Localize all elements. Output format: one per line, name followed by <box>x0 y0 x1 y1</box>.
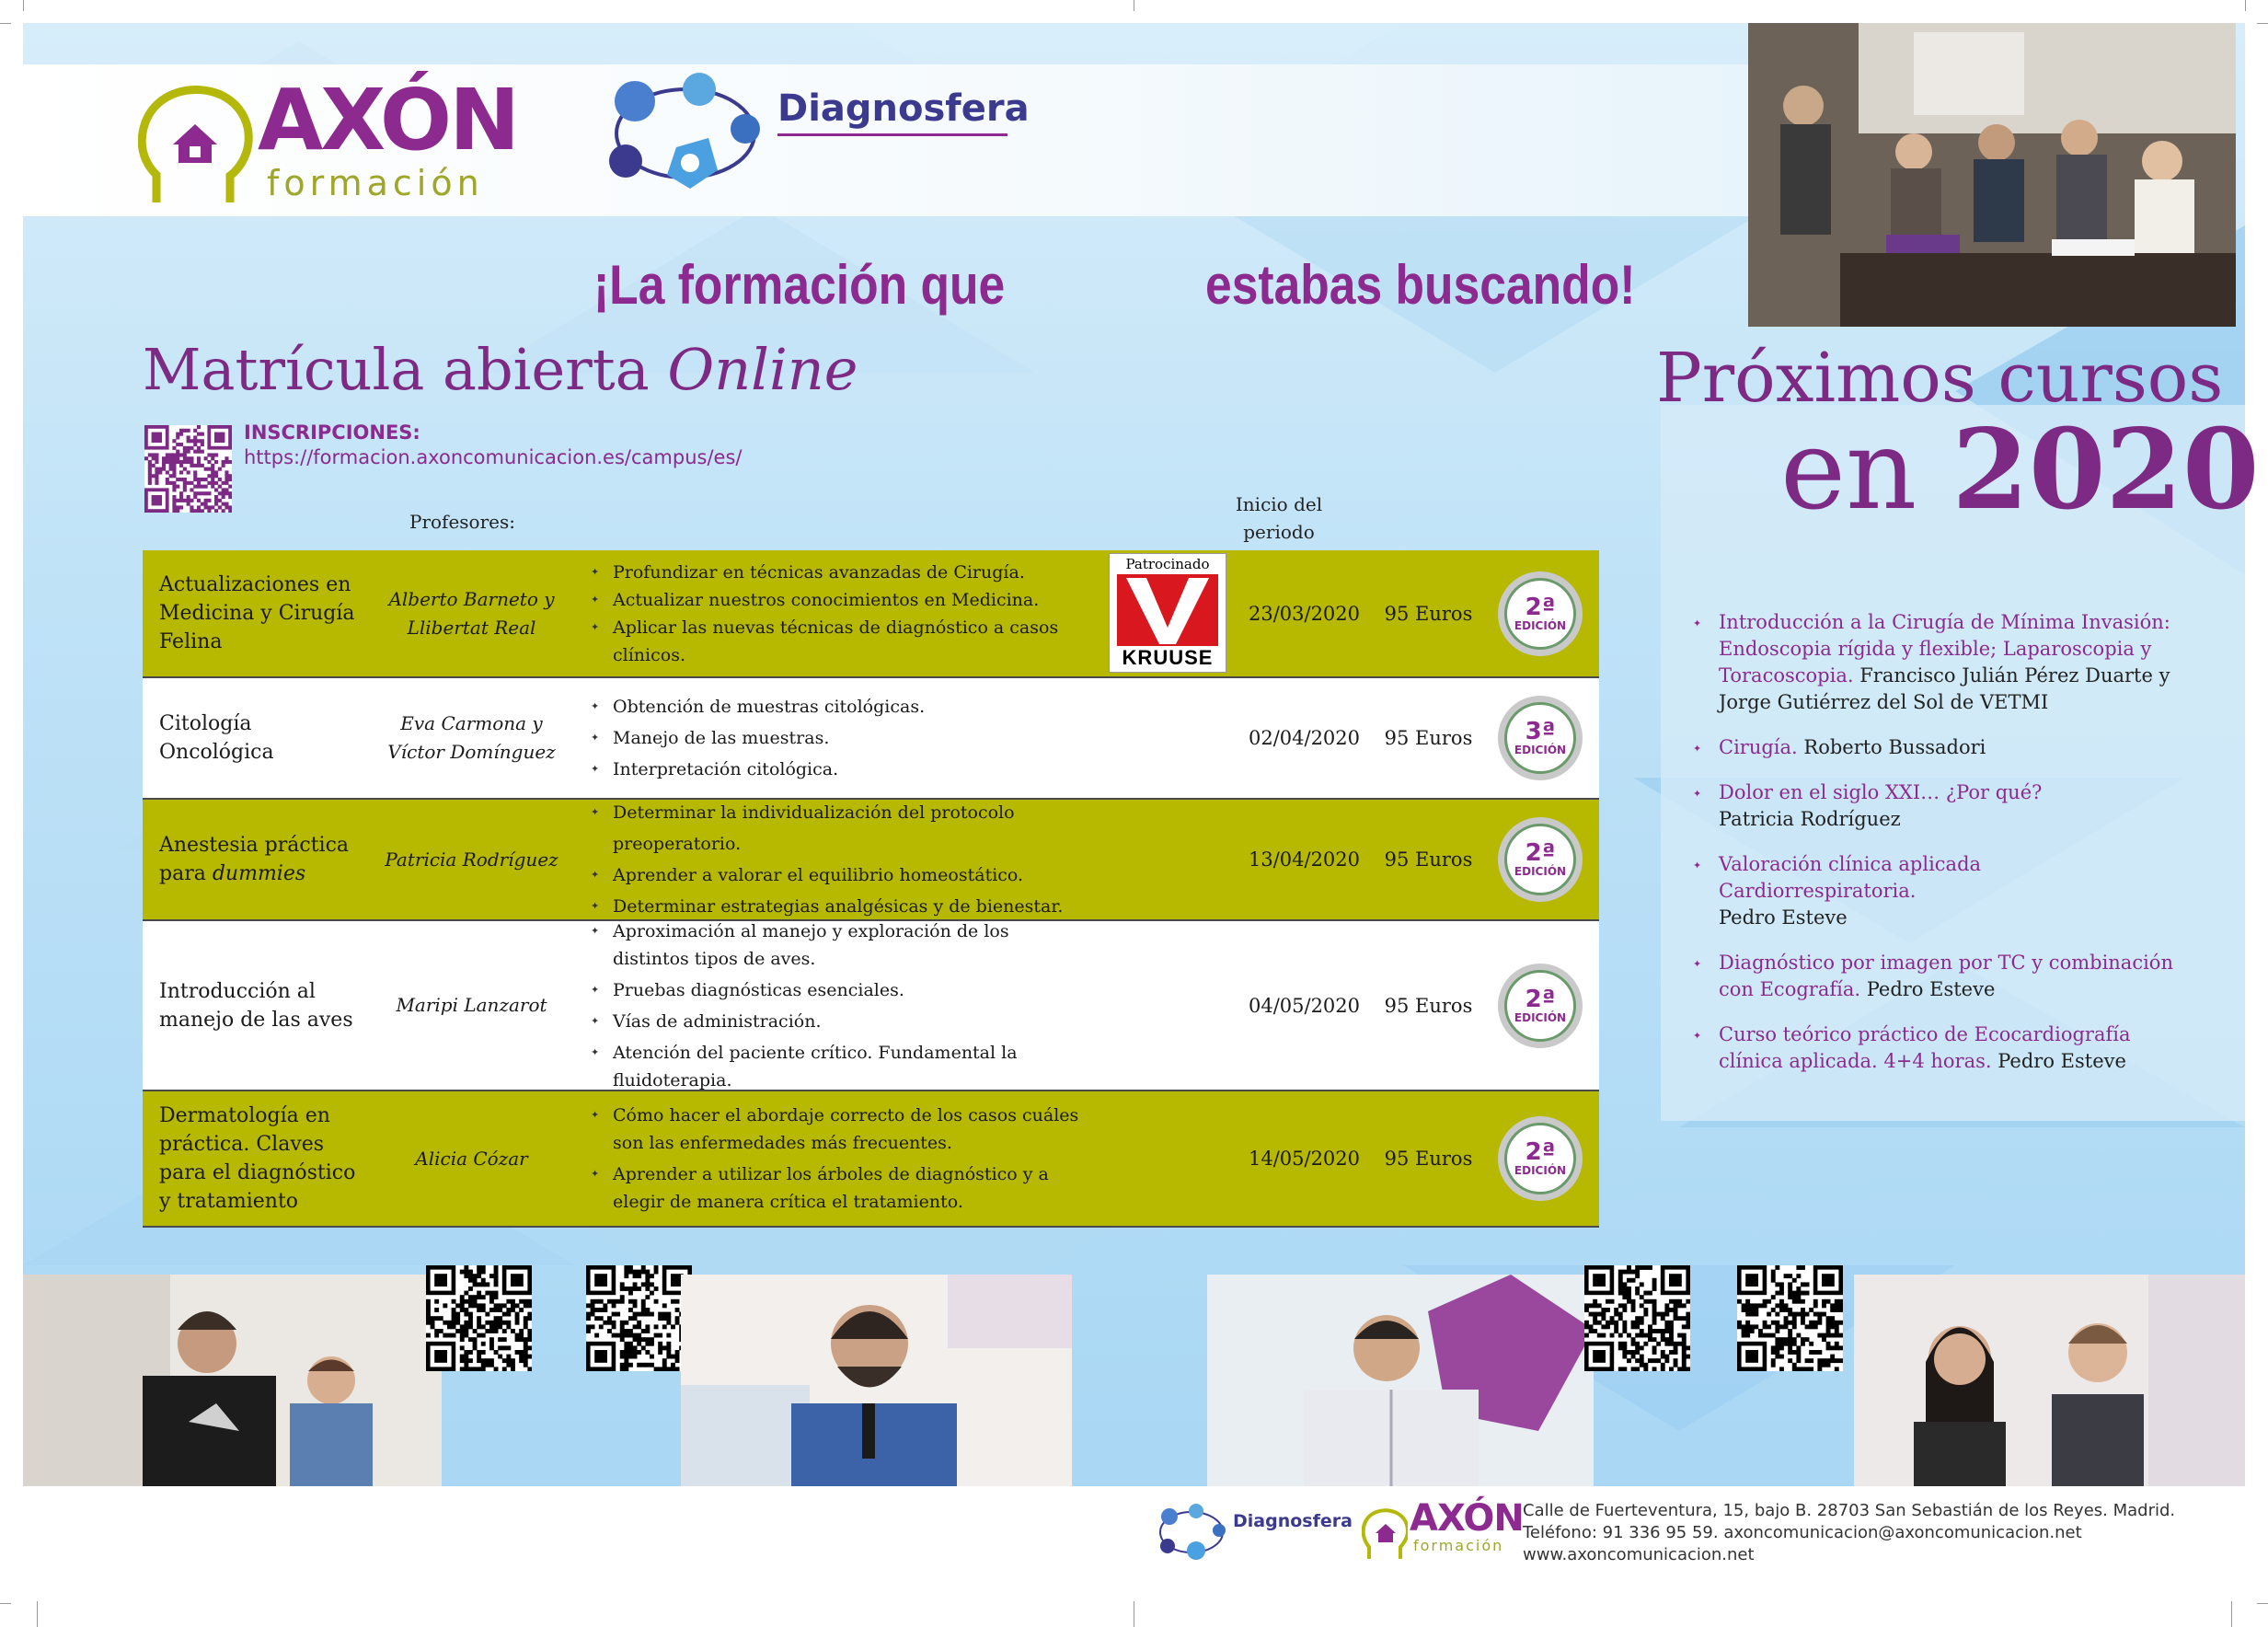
course-professors: Eva Carmona y Víctor Domínguez <box>387 712 556 763</box>
sponsor-brand: KRUUSE <box>1122 646 1214 669</box>
course-professors: Patricia Rodríguez <box>385 848 558 871</box>
crop-mark <box>0 23 11 24</box>
crop-mark <box>23 0 24 11</box>
objective-item: ✦ Manejo de las muestras. <box>589 722 1095 754</box>
course-objectives <box>580 559 1095 669</box>
qr-code-icon <box>144 425 232 513</box>
objective-item: ✦ Vías de administración. <box>589 1008 1095 1035</box>
video-still-3[interactable] <box>1207 1275 1594 1486</box>
upcoming-courses-list <box>1693 609 2181 1093</box>
objective-item: ✦ Profundizar en técnicas avanzadas de Cirugía. <box>589 559 1095 586</box>
start-date-header-line1: Inicio del periodo <box>1235 493 1323 543</box>
crop-mark <box>37 1601 38 1627</box>
classroom-photo <box>1748 23 2236 327</box>
upcoming-item: ✦ Cirugía. Roberto Bussadori <box>1693 734 2181 761</box>
crop-mark <box>2257 23 2268 24</box>
enrollment-title <box>143 336 858 403</box>
video-qr-code-3[interactable] <box>1584 1265 1690 1371</box>
edition-badge <box>1481 964 1599 1048</box>
video-still-4[interactable] <box>1854 1275 2245 1486</box>
objective-item: ✦ Aplicar las nuevas técnicas de diagnóstico a casos clínicos. <box>589 614 1095 669</box>
qr-code-icon <box>586 1265 692 1371</box>
objective-item: ✦ Pruebas diagnósticas esenciales. <box>589 976 1095 1004</box>
video-still-1-illustration <box>23 1275 442 1486</box>
diagnosfera-logo <box>598 69 1030 198</box>
course-row <box>143 550 1599 678</box>
crop-mark <box>0 1603 11 1604</box>
objective-item: ✦ Atención del paciente crítico. Fundamental la fluidoterapia. <box>589 1039 1095 1094</box>
video-qr-code-2[interactable] <box>586 1265 692 1371</box>
qr-code-icon <box>1737 1265 1843 1371</box>
axon-wordmark: AXÓN <box>258 71 518 169</box>
axon-head-icon <box>138 78 258 207</box>
slogan-part2: estabas buscando! <box>1205 254 1636 316</box>
qr-code-icon <box>426 1265 532 1371</box>
diagnosfera-network-icon <box>598 69 773 198</box>
diagnosfera-wordmark: Diagnosfera <box>777 87 1030 130</box>
diagnosfera-network-icon <box>1155 1500 1228 1564</box>
footer-address: Calle de Fuerteventura, 15, bajo B. 28703 San Sebastián de los Reyes. Madrid. <box>1523 1501 2176 1520</box>
enrollment-title-italic: Online <box>667 336 858 403</box>
crop-mark <box>2245 0 2246 11</box>
sponsor-cell <box>1095 550 1233 676</box>
enrollment-qr-code[interactable] <box>144 425 232 513</box>
crop-mark <box>2257 1603 2268 1604</box>
enrollment-label: INSCRIPCIONES: <box>244 421 420 444</box>
course-objectives <box>580 1102 1095 1216</box>
footer-axon-wordmark: AXÓN <box>1410 1497 1524 1540</box>
video-still-3-illustration <box>1207 1275 1594 1486</box>
edition-badge <box>1481 1116 1599 1201</box>
course-name: Anestesia práctica para dummies <box>159 834 350 885</box>
course-start-date: 23/03/2020 <box>1248 602 1361 625</box>
footer-web-link[interactable]: www.axoncomunicacion.net <box>1523 1545 1755 1564</box>
course-name: Actualizaciones en Medicina y Cirugía Felina <box>159 573 355 653</box>
course-row <box>143 800 1599 921</box>
upcoming-item: ✦ Diagnóstico por imagen por TC y combinación con Ecografía. Pedro Esteve <box>1693 950 2181 1003</box>
axon-subtitle: formación <box>267 163 484 203</box>
course-name: Introducción al manejo de las aves <box>159 979 353 1032</box>
course-start-date: 02/04/2020 <box>1248 727 1361 749</box>
course-start-date: 14/05/2020 <box>1248 1148 1361 1170</box>
course-objectives <box>580 917 1095 1094</box>
video-still-2[interactable] <box>681 1275 1072 1486</box>
slogan-part1: ¡La formación que <box>593 254 1006 316</box>
objective-item: ✦ Obtención de muestras citológicas. <box>589 691 1095 722</box>
sponsor-label: Patrocinado <box>1125 556 1210 572</box>
footer-diagnosfera-logo <box>1155 1500 1353 1564</box>
axon-logo <box>138 71 518 207</box>
edition-badge <box>1481 696 1599 780</box>
course-start-date: 13/04/2020 <box>1248 848 1361 871</box>
edition-badge <box>1481 817 1599 902</box>
video-qr-code-4[interactable] <box>1737 1265 1843 1371</box>
edition-badge <box>1481 571 1599 656</box>
upcoming-year-title <box>1780 405 2259 535</box>
upcoming-en: en <box>1780 407 1952 535</box>
video-still-2-illustration <box>681 1275 1072 1486</box>
classroom-photo-illustration <box>1748 23 2236 327</box>
objective-item: ✦ Actualizar nuestros conocimientos en Medicina. <box>589 586 1095 614</box>
diagnosfera-underline <box>777 133 1007 136</box>
course-row <box>143 678 1599 800</box>
objective-item: ✦ Aprender a utilizar los árboles de diagnóstico y a elegir de manera crítica el tratamiento. <box>589 1160 1095 1216</box>
course-professors: Alicia Cózar <box>415 1147 528 1170</box>
crop-mark <box>2231 1601 2232 1627</box>
course-price: 95 Euros <box>1384 602 1473 625</box>
upcoming-item: ✦ Introducción a la Cirugía de Mínima Invasión: Endoscopia rígida y flexible; Laparoscopia y Toracoscopia. Francisco Julián Pérez Duarte y Jorge Gutiérrez del Sol de VETMI <box>1693 609 2181 716</box>
edition-seal-icon: 2ª EDICIÓN <box>1498 1116 1583 1201</box>
course-name: Citología Oncológica <box>159 712 274 764</box>
course-price: 95 Euros <box>1384 994 1473 1017</box>
upcoming-year: 2020 <box>1951 405 2260 535</box>
objective-item: ✦ Determinar estrategias analgésicas y de bienestar. <box>589 891 1095 922</box>
edition-seal-icon: 2ª EDICIÓN <box>1498 964 1583 1048</box>
video-still-4-illustration <box>1854 1275 2245 1486</box>
enrollment-url-link[interactable]: https://formacion.axoncomunicacion.es/campus/es/ <box>244 446 743 468</box>
video-still-1[interactable] <box>23 1275 442 1486</box>
courses-table <box>143 550 1599 1228</box>
footer-axon-subtitle: formación <box>1413 1537 1504 1554</box>
sponsor-box <box>1109 553 1226 673</box>
upcoming-item: ✦ Valoración clínica aplicada Cardiorrespiratoria. Pedro Esteve <box>1693 851 2181 931</box>
edition-seal-icon: 2ª EDICIÓN <box>1498 571 1583 656</box>
course-objectives <box>580 797 1095 922</box>
objective-item: ✦ Cómo hacer el abordaje correcto de los casos cuáles son las enfermedades más frecuentes. <box>589 1102 1095 1157</box>
footer-axon-logo <box>1362 1497 1524 1564</box>
upcoming-item: ✦ Dolor en el siglo XXI… ¿Por qué? Patricia Rodríguez <box>1693 779 2181 833</box>
upcoming-item: ✦ Curso teórico práctico de Ecocardiografía clínica aplicada. 4+4 horas. Pedro Esteve <box>1693 1021 2181 1075</box>
enrollment-title-prefix: Matrícula abierta <box>143 336 668 403</box>
professors-header: Profesores: <box>409 511 515 533</box>
course-row <box>143 921 1599 1091</box>
footer-diagnosfera-wordmark: Diagnosfera <box>1233 1511 1353 1531</box>
footer-phone-email[interactable]: Teléfono: 91 336 95 59. axoncomunicacion@axoncomunicacion.net <box>1523 1523 2082 1542</box>
upcoming-title: Próximos cursos <box>1656 339 2224 418</box>
video-qr-code-1[interactable] <box>426 1265 532 1371</box>
objective-item: ✦ Aproximación al manejo y exploración de los distintos tipos de aves. <box>589 917 1095 973</box>
course-price: 95 Euros <box>1384 727 1473 749</box>
course-price: 95 Euros <box>1384 848 1473 871</box>
course-objectives <box>580 691 1095 785</box>
course-name: Dermatología en práctica. Claves para el diagnóstico y tratamiento <box>159 1104 356 1213</box>
course-professors: Maripi Lanzarot <box>396 994 547 1016</box>
axon-head-icon <box>1362 1506 1408 1561</box>
course-price: 95 Euros <box>1384 1148 1473 1170</box>
footer-contact <box>1523 1500 2175 1566</box>
course-start-date: 04/05/2020 <box>1248 994 1361 1017</box>
qr-code-icon <box>1584 1265 1690 1371</box>
course-professors: Alberto Barneto y Llibertat Real <box>388 587 555 639</box>
objective-item: ✦ Interpretación citológica. <box>589 754 1095 785</box>
objective-item: ✦ Aprender a valorar el equilibrio homeostático. <box>589 860 1095 891</box>
edition-seal-icon: 2ª EDICIÓN <box>1498 817 1583 902</box>
objective-item: ✦ Determinar la individualización del protocolo preoperatorio. <box>589 797 1095 860</box>
edition-seal-icon: 3ª EDICIÓN <box>1498 696 1583 780</box>
course-row <box>143 1091 1599 1228</box>
